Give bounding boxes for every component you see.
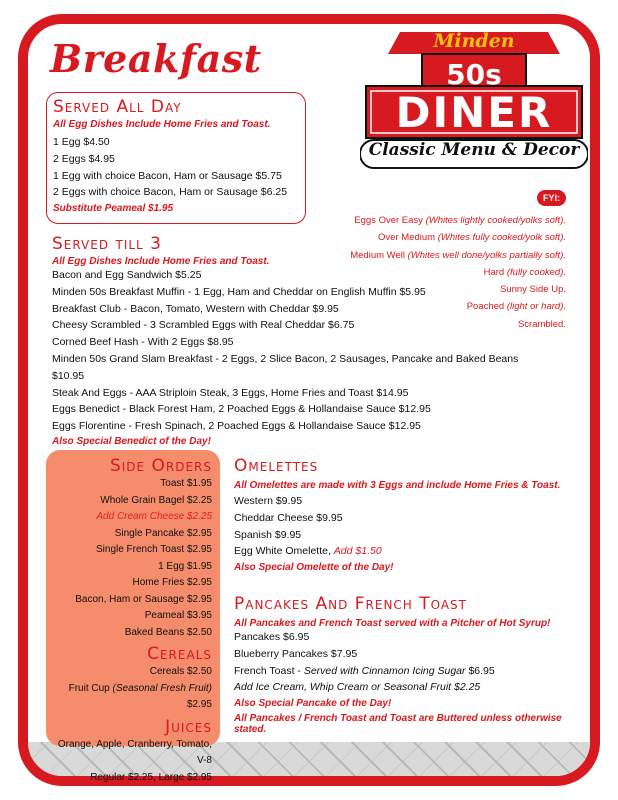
- fruit-cup-item: Fruit Cup (Seasonal Fresh Fruit) $2.95: [68, 682, 212, 710]
- juices-heading: Juices: [165, 716, 212, 737]
- side-item-addon: Add Cream Cheese $2.25: [96, 511, 212, 522]
- side-item: Regular $2.25, Large $2.95: [90, 771, 212, 783]
- side-item: Toast $1.95: [160, 478, 212, 489]
- side-item: Home Fries $2.95: [132, 577, 212, 588]
- menu-item: Western $9.95: [234, 495, 303, 507]
- menu-item: 2 Eggs $4.95: [53, 152, 115, 165]
- pancakes-note: All Pancakes and French Toast served with a Pitcher of Hot Syrup!: [234, 618, 551, 629]
- page-title: Breakfast: [50, 36, 262, 81]
- fyi-badge: FYI:: [537, 190, 566, 206]
- till3-footer: Also Special Benedict of the Day!: [52, 435, 211, 447]
- omelettes-note: All Omelettes are made with 3 Eggs and include Home Fries & Toast.: [234, 480, 561, 491]
- logo-tagline: Classic Menu & Decor: [368, 140, 580, 160]
- fyi-line: Eggs Over Easy (Whites lightly cooked/yolks soft).: [354, 215, 566, 226]
- menu-item: Blueberry Pancakes $7.95: [234, 647, 358, 660]
- side-item: Single French Toast $2.95: [95, 544, 212, 555]
- till3-note: All Egg Dishes Include Home Fries and Toast.: [52, 256, 270, 267]
- fyi-line: Sunny Side Up.: [499, 284, 566, 296]
- egg-white-omelette-item: Egg White Omelette, Add $1.50: [234, 545, 382, 558]
- fyi-line: Poached (light or hard).: [466, 301, 566, 313]
- menu-item: Spanish $9.95: [234, 528, 302, 541]
- served-all-day-heading: Served All Day: [53, 97, 182, 117]
- all-day-footer: Substitute Peameal $1.95: [53, 203, 174, 215]
- fyi-line: Over Medium (Whites fully cooked/yolk soft).: [378, 232, 566, 244]
- pancakes-heading: Pancakes And French Toast: [234, 594, 468, 614]
- side-item: Bacon, Ham or Sausage $2.95: [75, 593, 212, 605]
- menu-item: Breakfast Club - Bacon, Tomato, Western with Cheddar $9.95: [52, 302, 339, 315]
- all-day-note: All Egg Dishes Include Home Fries and Toast.: [53, 119, 271, 130]
- pancakes-footer-2: All Pancakes / French Toast and Toast are Buttered unless otherwise stated.: [234, 713, 562, 736]
- menu-item: Eggs Florentine - Fresh Spinach, 2 Poached Eggs & Hollandaise Sauce $12.95: [52, 420, 421, 433]
- side-item: Orange, Apple, Cranberry, Tomato, V-8: [57, 738, 212, 766]
- logo-diner: DINER: [395, 88, 553, 137]
- logo-50s: 50s: [446, 58, 502, 91]
- side-item: Cereals $2.50: [149, 666, 212, 677]
- served-all-day-box: [46, 92, 306, 224]
- logo-minden: Minden: [433, 30, 515, 52]
- omelettes-heading: Omelettes: [234, 456, 319, 476]
- omelettes-footer: Also Special Omelette of the Day!: [234, 562, 394, 574]
- pancakes-section: [234, 594, 574, 735]
- omelettes-section: [234, 456, 574, 575]
- diner-logo: [360, 28, 588, 178]
- menu-item: Cheddar Cheese $9.95: [234, 511, 343, 524]
- menu-item: Pancakes $6.95: [234, 631, 310, 643]
- menu-item: Corned Beef Hash - With 2 Eggs $8.95: [52, 336, 234, 349]
- fyi-line: Scrambled.: [517, 318, 566, 330]
- served-till-3-heading: Served till 3: [52, 234, 162, 254]
- menu-item: 2 Eggs with choice Bacon, Ham or Sausage $6.25: [53, 186, 288, 199]
- side-orders-heading: Side Orders: [109, 456, 212, 476]
- fyi-line: Medium Well (Whites well done/yolks partially soft).: [350, 249, 566, 261]
- menu-item: Minden 50s Grand Slam Breakfast - 2 Eggs, 2 Slice Bacon, 2 Sausages, Pancake and Baked Beans $10.95: [52, 352, 519, 382]
- menu-item: Cheesy Scrambled - 3 Scrambled Eggs with Real Cheddar $6.75: [52, 319, 355, 332]
- pancakes-footer-1: Also Special Pancake of the Day!: [234, 698, 392, 710]
- menu-item: Minden 50s Breakfast Muffin - 1 Egg, Ham and Cheddar on English Muffin $5.95: [52, 285, 426, 298]
- pancakes-addon: Add Ice Cream, Whip Cream or Seasonal Fruit $2.25: [234, 681, 481, 694]
- side-item: 1 Egg $1.95: [158, 560, 212, 572]
- side-item: Single Pancake $2.95: [114, 527, 212, 539]
- side-orders-box: [46, 450, 220, 783]
- menu-item: Steak And Eggs - AAA Striploin Steak, 3 Eggs, Home Fries and Toast $14.95: [52, 386, 409, 399]
- menu-item: Bacon and Egg Sandwich $5.25: [52, 269, 202, 281]
- fyi-line: Hard (fully cooked).: [483, 266, 566, 278]
- menu-item: Eggs Benedict - Black Forest Ham, 2 Poached Eggs & Hollandaise Sauce $12.95: [52, 403, 431, 416]
- menu-item: 1 Egg with choice Bacon, Ham or Sausage $5.75: [53, 169, 282, 182]
- side-item: Whole Grain Bagel $2.25: [100, 494, 212, 506]
- side-item: Peameal $3.95: [144, 610, 212, 621]
- cereals-heading: Cereals: [147, 644, 212, 664]
- served-till-3-section: [52, 234, 552, 447]
- side-item: Baked Beans $2.50: [124, 626, 212, 638]
- french-toast-item: French Toast - Served with Cinnamon Icing Sugar $6.95: [234, 664, 495, 677]
- menu-item: 1 Egg $4.50: [53, 136, 110, 148]
